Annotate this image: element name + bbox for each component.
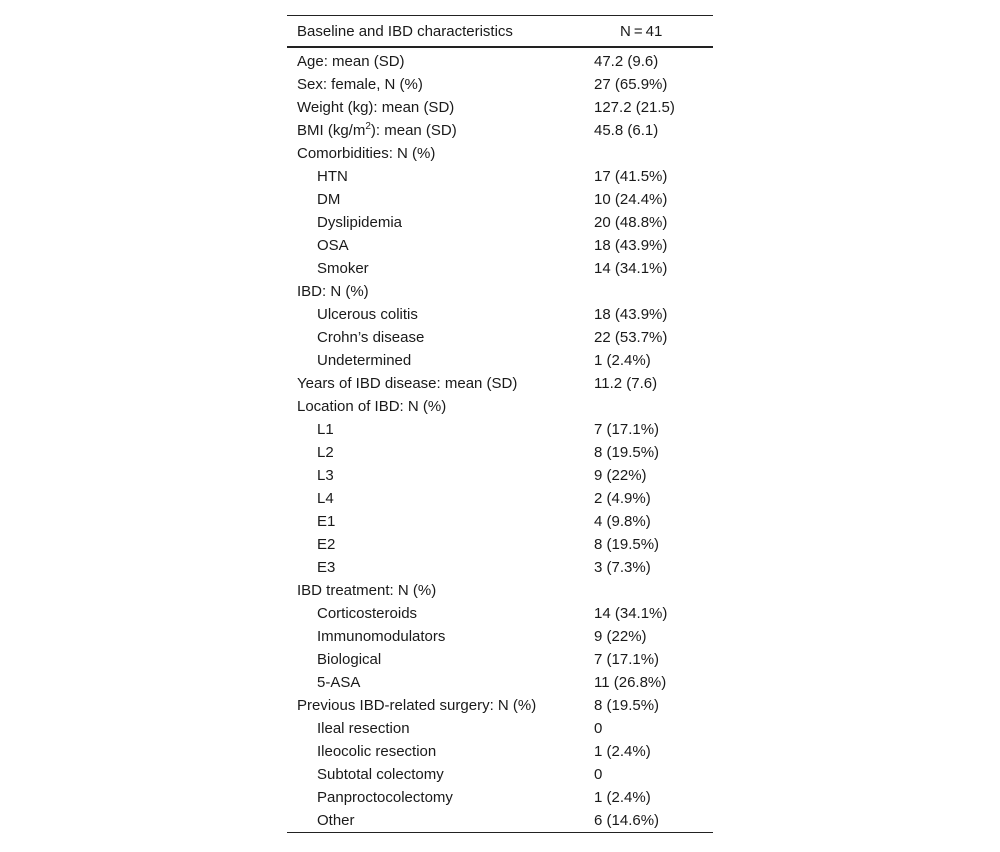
row-label: HTN xyxy=(317,168,348,185)
row-value: 45.8 (6.1) xyxy=(594,122,659,139)
row-value: 0 xyxy=(594,720,603,737)
row-value: 1 (2.4%) xyxy=(594,352,651,369)
table-row xyxy=(287,73,713,96)
baseline-characteristics-table-wrap xyxy=(287,15,713,833)
row-value: 8 (19.5%) xyxy=(594,697,660,714)
row-value: 20 (48.8%) xyxy=(594,214,668,231)
row-value: 0 xyxy=(594,766,603,783)
table-row xyxy=(287,786,713,809)
row-value: 14 (34.1%) xyxy=(594,605,668,622)
row-value: 17 (41.5%) xyxy=(594,168,668,185)
row-label: Sex: female, N (%) xyxy=(297,76,423,93)
row-value: 18 (43.9%) xyxy=(594,306,668,323)
row-value xyxy=(584,579,713,602)
row-value: 9 (22%) xyxy=(594,628,647,645)
row-label-bmi xyxy=(287,119,584,142)
section-label: IBD treatment: N (%) xyxy=(297,582,437,599)
table-row xyxy=(287,326,713,349)
row-label: Weight (kg): mean (SD) xyxy=(297,99,455,116)
bmi-label-superscript: 2 xyxy=(365,121,371,132)
row-value: 27 (65.9%) xyxy=(594,76,668,93)
table-row xyxy=(287,234,713,257)
row-value: 1 (2.4%) xyxy=(594,743,651,760)
row-value xyxy=(584,280,713,303)
row-label: L4 xyxy=(317,490,334,507)
table-row xyxy=(287,96,713,119)
row-label: Ileocolic resection xyxy=(317,743,437,760)
row-value: 2 (4.9%) xyxy=(594,490,651,507)
table-row xyxy=(287,809,713,833)
section-label: IBD: N (%) xyxy=(297,283,369,300)
table-row xyxy=(287,47,713,73)
header-characteristics-label: Baseline and IBD characteristics xyxy=(297,22,513,40)
row-value: 1 (2.4%) xyxy=(594,789,651,806)
row-label: Age: mean (SD) xyxy=(297,53,405,70)
row-label: DM xyxy=(317,191,341,208)
table-row-section xyxy=(287,395,713,418)
table-row xyxy=(287,717,713,740)
row-value: 4 (9.8%) xyxy=(594,513,651,530)
table-body xyxy=(287,47,713,833)
table-row xyxy=(287,510,713,533)
row-value: 127.2 (21.5) xyxy=(594,99,675,116)
row-value: 9 (22%) xyxy=(594,467,647,484)
row-value: 8 (19.5%) xyxy=(594,444,660,461)
row-label: Smoker xyxy=(317,260,369,277)
table-row xyxy=(287,418,713,441)
row-value: 11.2 (7.6) xyxy=(594,375,658,392)
bmi-label-post: ): mean (SD) xyxy=(370,122,457,139)
table-row xyxy=(287,257,713,280)
row-label: L3 xyxy=(317,467,334,484)
table-row-section xyxy=(287,280,713,303)
section-label: Location of IBD: N (%) xyxy=(297,398,447,415)
row-label: Dyslipidemia xyxy=(317,214,403,231)
baseline-characteristics-table xyxy=(287,15,713,833)
bmi-label-pre: BMI (kg/m xyxy=(297,122,366,139)
row-value: 11 (26.8%) xyxy=(594,674,667,691)
row-value xyxy=(584,142,713,165)
row-value: 6 (14.6%) xyxy=(594,812,660,829)
table-header xyxy=(287,16,713,48)
table-row xyxy=(287,349,713,372)
table-row xyxy=(287,188,713,211)
row-label: L1 xyxy=(317,421,334,438)
row-value: 3 (7.3%) xyxy=(594,559,651,576)
row-label: Undetermined xyxy=(317,352,412,369)
row-label: L2 xyxy=(317,444,334,461)
table-row-section xyxy=(287,694,713,717)
row-label: Corticosteroids xyxy=(317,605,418,622)
header-n-value: N = 41 xyxy=(620,22,663,40)
table-row xyxy=(287,464,713,487)
row-value: 8 (19.5%) xyxy=(594,536,660,553)
table-row xyxy=(287,533,713,556)
row-label: Subtotal colectomy xyxy=(317,766,444,783)
row-label: Ileal resection xyxy=(317,720,410,737)
table-row xyxy=(287,372,713,395)
table-row-section xyxy=(287,579,713,602)
table-row xyxy=(287,648,713,671)
row-value: 14 (34.1%) xyxy=(594,260,668,277)
row-label: Years of IBD disease: mean (SD) xyxy=(297,375,518,392)
row-value: 10 (24.4%) xyxy=(594,191,668,208)
table-row xyxy=(287,763,713,786)
row-label: E3 xyxy=(317,559,336,576)
row-label: 5-ASA xyxy=(317,674,361,691)
header-row xyxy=(287,16,713,48)
table-row xyxy=(287,625,713,648)
row-value: 47.2 (9.6) xyxy=(594,53,659,70)
table-row xyxy=(287,556,713,579)
row-value: 18 (43.9%) xyxy=(594,237,668,254)
row-label: Immunomodulators xyxy=(317,628,446,645)
row-label: OSA xyxy=(317,237,349,254)
row-value: 22 (53.7%) xyxy=(594,329,668,346)
table-row-section xyxy=(287,142,713,165)
row-label: Ulcerous colitis xyxy=(317,306,418,323)
table-row xyxy=(287,303,713,326)
section-label: Previous IBD-related surgery: N (%) xyxy=(297,697,537,714)
table-row xyxy=(287,602,713,625)
row-value: 7 (17.1%) xyxy=(594,651,660,668)
row-value: 7 (17.1%) xyxy=(594,421,660,438)
table-row xyxy=(287,740,713,763)
table-row xyxy=(287,165,713,188)
row-value xyxy=(584,395,713,418)
row-label: Crohn’s disease xyxy=(317,329,425,346)
row-label: E2 xyxy=(317,536,336,553)
row-label: Panproctocolectomy xyxy=(317,789,453,806)
table-row xyxy=(287,119,713,142)
table-row xyxy=(287,211,713,234)
row-label: Other xyxy=(317,812,355,829)
row-label: Biological xyxy=(317,651,382,668)
table-row xyxy=(287,441,713,464)
table-row xyxy=(287,487,713,510)
row-label: E1 xyxy=(317,513,336,530)
table-row xyxy=(287,671,713,694)
section-label: Comorbidities: N (%) xyxy=(297,145,436,162)
